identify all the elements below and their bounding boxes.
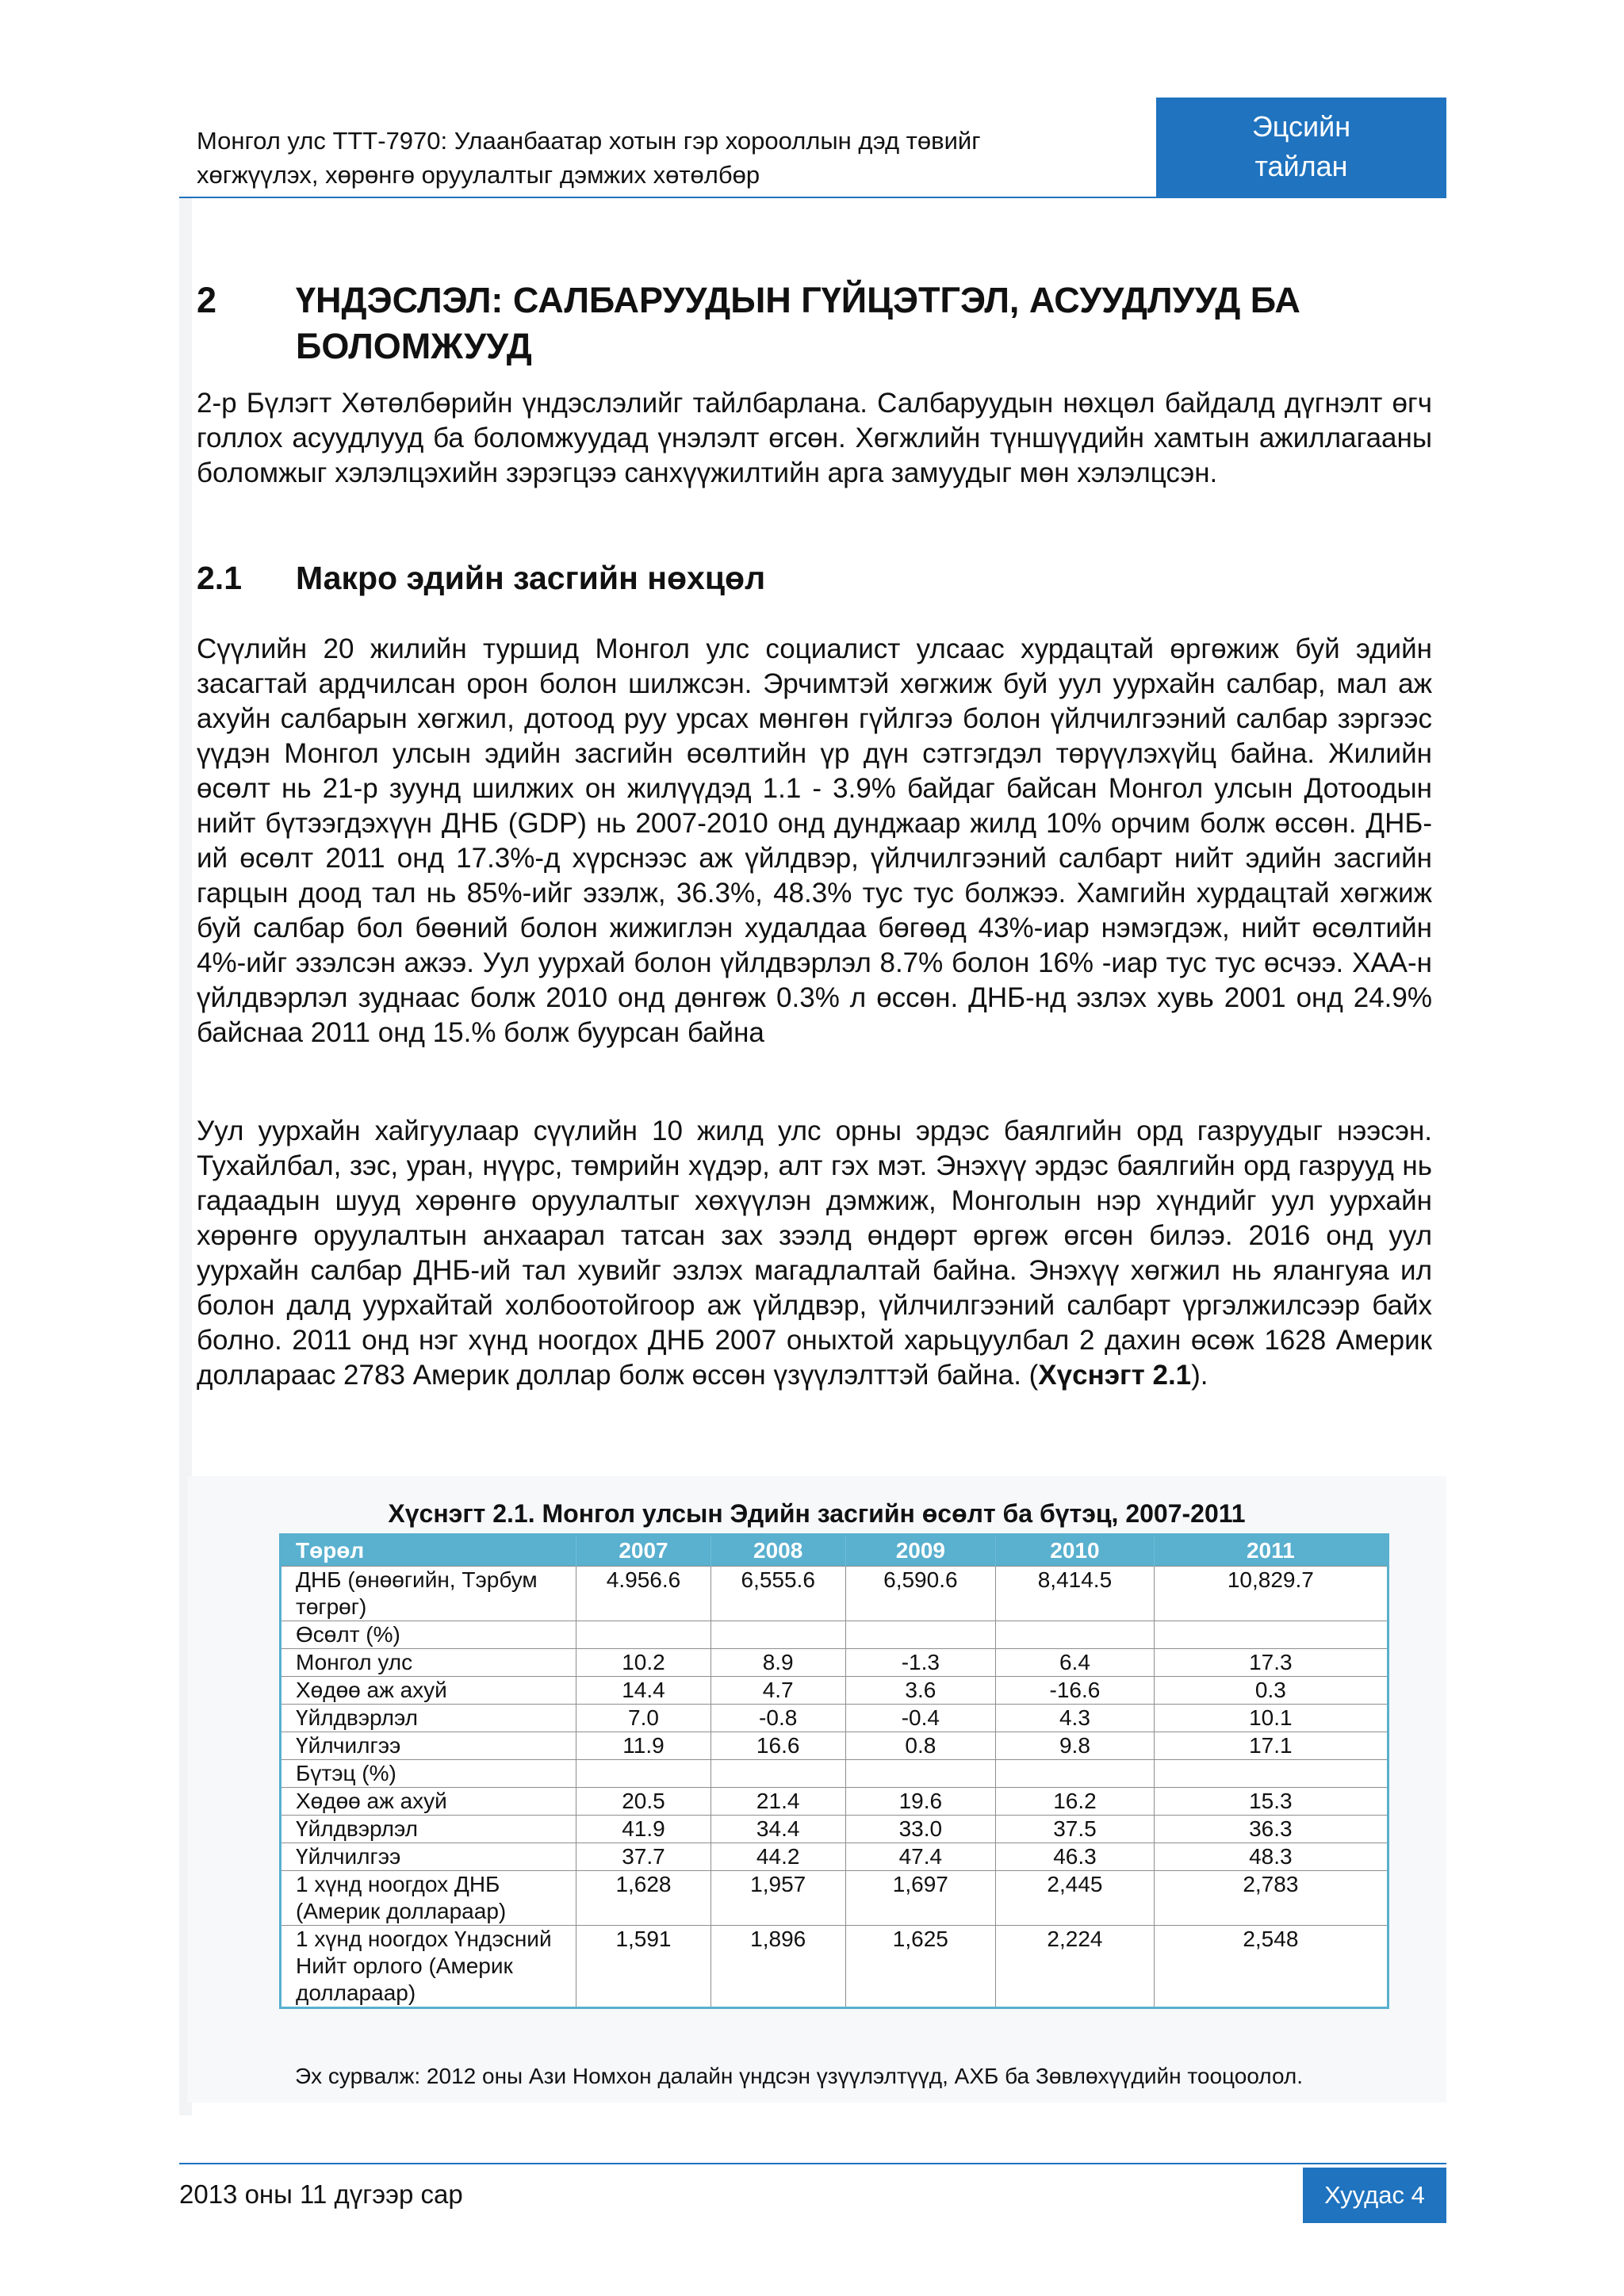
- badge-line-2: тайлан: [1254, 150, 1348, 182]
- table-row: [281, 1871, 1388, 1926]
- value-cell: 0.8: [845, 1732, 996, 1760]
- macro-paragraph-2: [197, 1114, 1432, 1393]
- value-cell: 48.3: [1154, 1843, 1388, 1871]
- subsection-number: 2.1: [197, 560, 242, 596]
- table-row: [281, 1926, 1388, 2008]
- row-label-cell: Үйлдвэрлэл: [281, 1705, 576, 1732]
- value-cell: 7.0: [576, 1705, 711, 1732]
- row-label-cell: Хөдөө аж ахуй: [281, 1677, 576, 1705]
- running-header: [197, 124, 1140, 192]
- report-type-badge: [1156, 98, 1446, 197]
- table-row: [281, 1621, 1388, 1649]
- economic-growth-table: [279, 1533, 1389, 2009]
- value-cell: 20.5: [576, 1788, 711, 1816]
- row-label-cell: 1 хүнд ноогдох ДНБ (Америк доллараар): [281, 1871, 576, 1926]
- header-cell: 2009: [845, 1535, 996, 1567]
- value-cell: [1154, 1760, 1388, 1788]
- macro-paragraph-2-text: Уул уурхайн хайгуулаар сүүлийн 10 жилд улс орны эрдэс баялгийн орд газруудыг нээсэн. Тухайлбал, зэс, уран, нүүрс, төмрийн хүдэр, алт гэх мэт. Энэхүү эрдэс баялгийн орд газрууд нь гадаадын шууд хөрөнгө оруулалтыг хөхүүлэн дэмжиж, Монголын нэр хүндийг уул уурхайн хөрөнгө оруулалтын анхаарал татсан зах зээлд өндөрт өргөж өгсөн билээ. 2016 онд уул уурхайн салбар ДНБ-ий тал хувийг эзлэх магадлалтай байна. Энэхүү хөгжил нь ялангуяа ил болон далд уурхайтай холбоотойгоор аж үйлдвэр, үйлчилгээний салбарт үргэлжилсээр байх болно. 2011 онд нэг хүнд ноогдох ДНБ 2007 оныхтой харьцуулбал 2 дахин өсөж 1628 Америк доллараас 2783 Америк доллар болж өссөн үзүүлэлттэй байна. (: [197, 1115, 1432, 1391]
- row-label-cell: Монгол улс: [281, 1649, 576, 1677]
- value-cell: 3.6: [845, 1677, 996, 1705]
- value-cell: 8,414.5: [996, 1567, 1155, 1621]
- table-row: [281, 1567, 1388, 1621]
- value-cell: [576, 1760, 711, 1788]
- value-cell: 6,590.6: [845, 1567, 996, 1621]
- value-cell: 21.4: [710, 1788, 845, 1816]
- header-line-2: хөгжүүлэх, хөрөнгө оруулалтыг дэмжих хөтөлбөр: [197, 161, 760, 189]
- value-cell: 33.0: [845, 1816, 996, 1843]
- value-cell: 0.3: [1154, 1677, 1388, 1705]
- value-cell: 2,783: [1154, 1871, 1388, 1926]
- value-cell: 47.4: [845, 1843, 996, 1871]
- value-cell: 2,445: [996, 1871, 1155, 1926]
- section-number: 2: [197, 280, 217, 320]
- badge-line-1: Эцсийн: [1251, 110, 1351, 143]
- macro-paragraph-2-end: ).: [1191, 1360, 1208, 1391]
- table-source-note: Эх сурвалж: 2012 оны Ази Номхон далайн үндсэн үзүүлэлтүүд, АХБ ба Зөвлөхүүдийн тооцоолол.: [295, 2064, 1304, 2088]
- row-label-cell: Өсөлт (%): [281, 1621, 576, 1649]
- value-cell: 2,548: [1154, 1926, 1388, 2008]
- page-number-badge: Хуудас 4: [1303, 2168, 1446, 2223]
- value-cell: 8.9: [710, 1649, 845, 1677]
- row-label-cell: ДНБ (өнөөгийн, Тэрбум төгрөг): [281, 1567, 576, 1621]
- value-cell: 11.9: [576, 1732, 711, 1760]
- header-divider: [179, 197, 1446, 198]
- value-cell: 1,591: [576, 1926, 711, 2008]
- header-cell: 2008: [710, 1535, 845, 1567]
- table-row: [281, 1788, 1388, 1816]
- table-reference-link[interactable]: Хүснэгт 2.1: [1038, 1360, 1192, 1391]
- value-cell: -0.4: [845, 1705, 996, 1732]
- value-cell: 44.2: [710, 1843, 845, 1871]
- header-cell: 2011: [1154, 1535, 1388, 1567]
- value-cell: 19.6: [845, 1788, 996, 1816]
- table-row: [281, 1677, 1388, 1705]
- section-title: ҮНДЭСЛЭЛ: САЛБАРУУДЫН ГҮЙЦЭТГЭЛ, АСУУДЛУУД БА БОЛОМЖУУД: [296, 280, 1300, 366]
- table-row: [281, 1649, 1388, 1677]
- value-cell: [710, 1760, 845, 1788]
- row-label-cell: Бүтэц (%): [281, 1760, 576, 1788]
- value-cell: [576, 1621, 711, 1649]
- value-cell: 36.3: [1154, 1816, 1388, 1843]
- value-cell: 1,625: [845, 1926, 996, 2008]
- value-cell: [845, 1760, 996, 1788]
- value-cell: 1,628: [576, 1871, 711, 1926]
- table-row: [281, 1843, 1388, 1871]
- value-cell: -1.3: [845, 1649, 996, 1677]
- footer-date: 2013 оны 11 дүгээр сар: [179, 2179, 463, 2209]
- value-cell: [1154, 1621, 1388, 1649]
- value-cell: 15.3: [1154, 1788, 1388, 1816]
- value-cell: 1,896: [710, 1926, 845, 2008]
- header-cell: 2007: [576, 1535, 711, 1567]
- value-cell: 6,555.6: [710, 1567, 845, 1621]
- value-cell: 10.1: [1154, 1705, 1388, 1732]
- table-caption: Хүснэгт 2.1. Монгол улсын Эдийн засгийн өсөлт ба бүтэц, 2007-2011: [388, 1499, 1246, 1528]
- value-cell: 4.956.6: [576, 1567, 711, 1621]
- table-row: [281, 1705, 1388, 1732]
- table-header-row: [281, 1535, 1388, 1567]
- value-cell: 4.7: [710, 1677, 845, 1705]
- value-cell: -16.6: [996, 1677, 1155, 1705]
- header-cell: 2010: [996, 1535, 1155, 1567]
- value-cell: 14.4: [576, 1677, 711, 1705]
- value-cell: 37.5: [996, 1816, 1155, 1843]
- value-cell: 37.7: [576, 1843, 711, 1871]
- table-row: [281, 1732, 1388, 1760]
- value-cell: 16.6: [710, 1732, 845, 1760]
- value-cell: 46.3: [996, 1843, 1155, 1871]
- header-cell: Төрөл: [281, 1535, 576, 1567]
- value-cell: 6.4: [996, 1649, 1155, 1677]
- value-cell: [845, 1621, 996, 1649]
- row-label-cell: Хөдөө аж ахуй: [281, 1788, 576, 1816]
- value-cell: 41.9: [576, 1816, 711, 1843]
- macro-paragraph-1: Сүүлийн 20 жилийн туршид Монгол улс социалист улсаас хурдацтай өргөжиж буй эдийн засагтай ардчилсан орон болон шилжсэн. Эрчимтэй хөгжиж буй уул уурхайн салбар, мал аж ахуйн салбарын хөгжил, дотоод руу урсах мөнгөн гүйлгээ болон үйлчилгээний салбар зэргээс үүдэн Монгол улсын эдийн засгийн өсөлтийн үр дүн сэтгэгдэл төрүүлэхүйц байна. Жилийн өсөлт нь 21-р зуунд шилжих он жилүүдэд 1.1 - 3.9% байдаг байсан Монгол улсын Дотоодын нийт бүтээгдэхүүн ДНБ (GDP) нь 2007-2010 онд дунджаар жилд 10% орчим болж өссөн. ДНБ-ий өсөлт 2011 онд 17.3%-д хүрснээс аж үйлдвэр, үйлчилгээний салбарт нийт эдийн засгийн гарцын доод тал нь 85%-ийг эзэлж, 36.3%, 48.3% тус тус болжээ. Хамгийн хурдацтай хөгжиж буй салбар бол бөөний болон жижиглэн худалдаа бөгөөд 43%-иар нэмэгдэж, нийт өсөлтийн 4%-ийг эзэлсэн ажээ. Уул уурхай болон үйлдвэрлэл 8.7% болон 16% -иар тус тус өсчээ. ХАА-н үйлдвэрлэл зуднаас болж 2010 онд дөнгөж 0.3% л өссөн. ДНБ-нд эзлэх хувь 2001 онд 24.9% байснаа 2011 онд 15.% болж буурсан байна: [197, 633, 1432, 1048]
- value-cell: 34.4: [710, 1816, 845, 1843]
- value-cell: 10,829.7: [1154, 1567, 1388, 1621]
- table-row: [281, 1760, 1388, 1788]
- value-cell: [710, 1621, 845, 1649]
- value-cell: 16.2: [996, 1788, 1155, 1816]
- value-cell: 10.2: [576, 1649, 711, 1677]
- value-cell: 4.3: [996, 1705, 1155, 1732]
- value-cell: [996, 1760, 1155, 1788]
- row-label-cell: 1 хүнд ноогдох Үндэсний Нийт орлого (Америк доллараар): [281, 1926, 576, 2008]
- footer-divider: [179, 2163, 1446, 2164]
- value-cell: 17.3: [1154, 1649, 1388, 1677]
- row-label-cell: Үйлчилгээ: [281, 1843, 576, 1871]
- value-cell: 2,224: [996, 1926, 1155, 2008]
- value-cell: [996, 1621, 1155, 1649]
- section-intro-paragraph: 2-р Бүлэгт Хөтөлбөрийн үндэслэлийг тайлбарлана. Салбаруудын нөхцөл байдалд дүгнэлт өгч голлох асуудлууд ба боломжуудад үнэлэлт өгсөн. Хөгжлийн түншүүдийн хамтын ажиллагааны боломжыг хэлэлцэхийн зэрэгцээ санхүүжилтийн арга замуудыг мөн хэлэлцсэн.: [197, 388, 1432, 488]
- table-row: [281, 1816, 1388, 1843]
- value-cell: 17.1: [1154, 1732, 1388, 1760]
- value-cell: 9.8: [996, 1732, 1155, 1760]
- header-line-1: Монгол улс ТТТ-7970: Улаанбаатар хотын гэр хорооллын дэд төвийг: [197, 127, 981, 155]
- value-cell: -0.8: [710, 1705, 845, 1732]
- value-cell: 1,957: [710, 1871, 845, 1926]
- row-label-cell: Үйлдвэрлэл: [281, 1816, 576, 1843]
- subsection-title: Макро эдийн засгийн нөхцөл: [296, 560, 766, 596]
- row-label-cell: Үйлчилгээ: [281, 1732, 576, 1760]
- value-cell: 1,697: [845, 1871, 996, 1926]
